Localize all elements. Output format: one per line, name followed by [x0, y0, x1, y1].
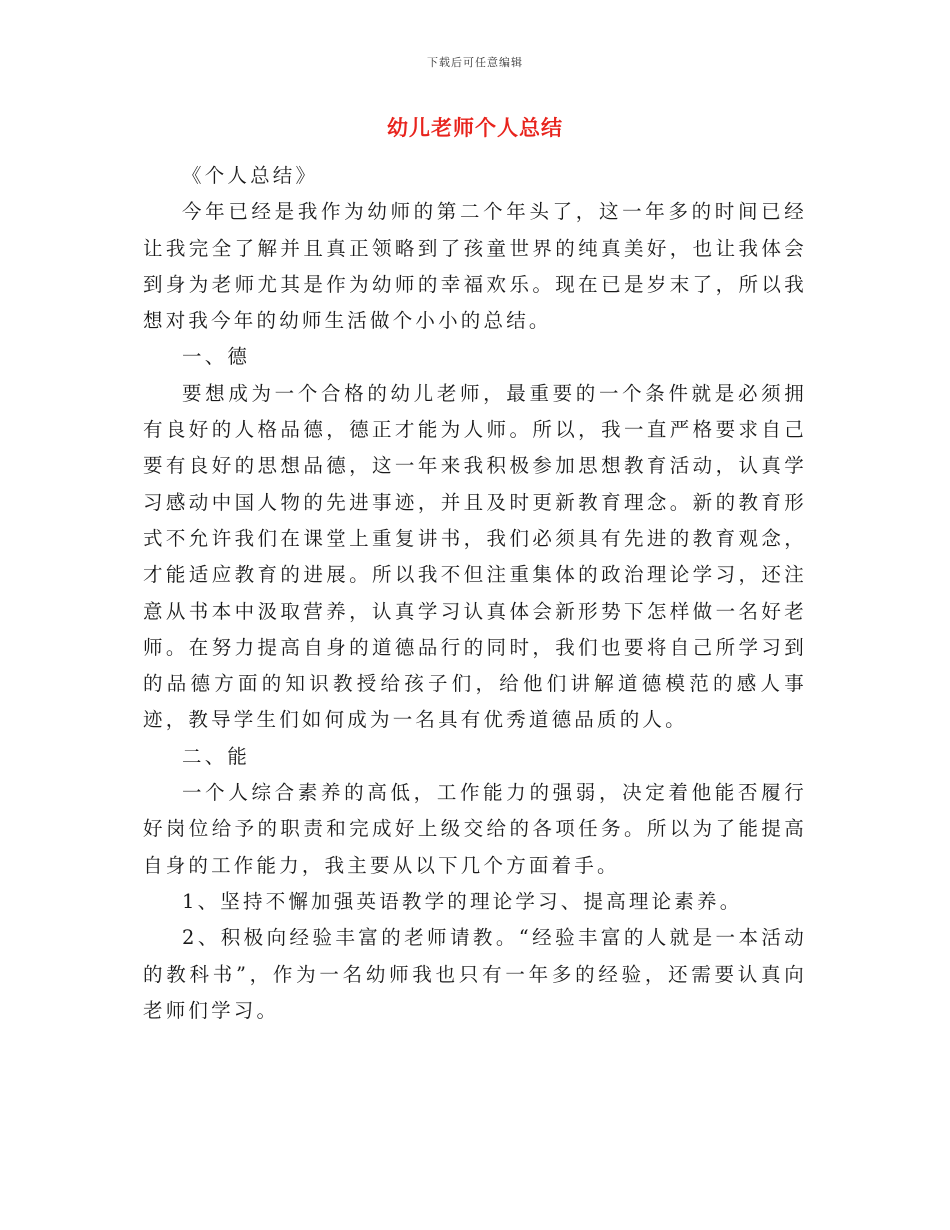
paragraph-intro: 今年已经是我作为幼师的第二个年头了，这一年多的时间已经让我完全了解并且真正领略到了孩童世界的纯真美好，也让我体会到身为老师尤其是作为幼师的幸福欢乐。现在已是岁末了，所以我想对我今年的幼师生活做个小小的总结。 — [143, 200, 807, 333]
list-item-1: 1、坚持不懈加强英语教学的理论学习、提高理论素养。 — [182, 889, 743, 913]
list-item-2: 2、积极向经验丰富的老师请教。“经验丰富的人就是一本活动的教科书”，作为一名幼师我也只有一年多的经验，还需要认真向老师们学习。 — [143, 926, 807, 1022]
paragraph-subtitle: 《个人总结》 — [182, 164, 319, 187]
section-heading-neng: 二、能 — [182, 744, 251, 768]
document-body — [143, 158, 807, 1029]
paragraph-neng: 一个人综合素养的高低，工作能力的强弱，决定着他能否履行好岗位给予的职责和完成好上级交给的各项任务。所以为了能提高自身的工作能力，我主要从以下几个方面着手。 — [143, 781, 807, 877]
paragraph-de: 要想成为一个合格的幼儿老师，最重要的一个条件就是必须拥有良好的人格品德，德正才能为人师。所以，我一直严格要求自己要有良好的思想品德，这一年来我积极参加思想教育活动，认真学习感动中国人物的先进事迹，并且及时更新教育理念。新的教育形式不允许我们在课堂上重复讲书，我们必须具有先进的教育观念，才能适应教育的进展。所以我不但注重集体的政治理论学习，还注意从书本中汲取营养，认真学习认真体会新形势下怎样做一名好老师。在努力提高自身的道德品行的同时，我们也要将自己所学习到的品德方面的知识教授给孩子们，给他们讲解道德模范的感人事迹，教导学生们如何成为一名具有优秀道德品质的人。 — [143, 381, 807, 732]
section-heading-de: 一、德 — [182, 345, 251, 369]
header-note: 下载后可任意编辑 — [427, 56, 523, 69]
document-title: 幼儿老师个人总结 — [387, 115, 563, 140]
